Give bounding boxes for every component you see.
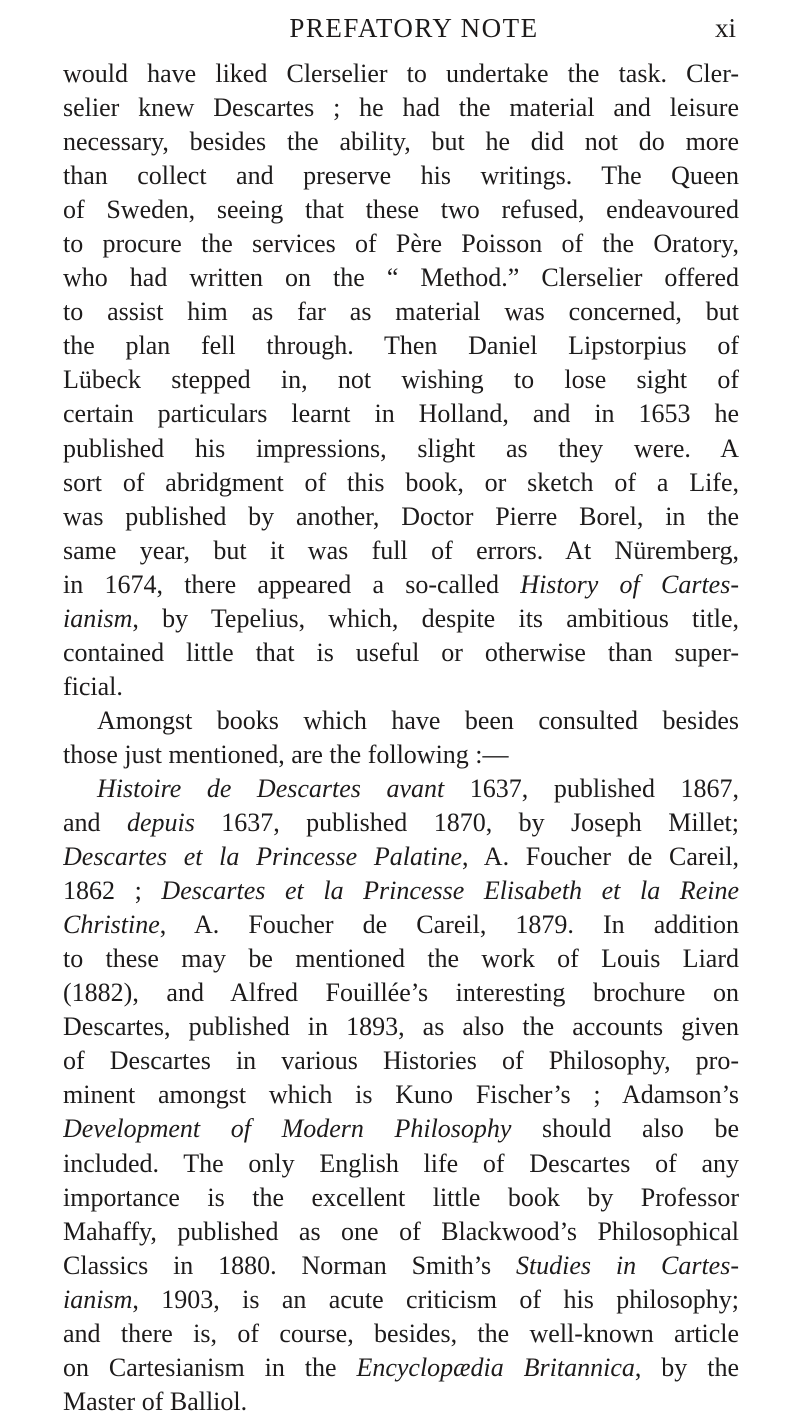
text-line: included. The only English life of Descartes of any bbox=[63, 1148, 739, 1178]
italic-title: Studies in Cartes- bbox=[515, 1250, 739, 1280]
text-line: certain particulars learnt in Holland, and in 1653 he bbox=[63, 399, 739, 429]
text-line: minent amongst which is Kuno Fischer’s ; Adamson’s bbox=[63, 1080, 739, 1110]
text-line: than collect and preserve his writings. The Queen bbox=[63, 161, 739, 191]
text-line: Descartes, published in 1893, as also the accounts given bbox=[63, 1012, 739, 1042]
text-line: and there is, of course, besides, the well-known article bbox=[63, 1318, 739, 1348]
text-line: was published by another, Doctor Pierre Borel, in the bbox=[63, 501, 739, 531]
text-line: to procure the services of Père Poisson of the Oratory, bbox=[63, 229, 739, 259]
text-line: selier knew Descartes ; he had the material and leisure bbox=[63, 93, 739, 123]
italic-title: Descartes et la Princesse Palatine bbox=[63, 842, 463, 872]
text-line: ianism, by Tepelius, which, despite its ambitious title, bbox=[63, 603, 739, 633]
italic-title: Christine bbox=[63, 910, 160, 940]
paragraph-end-line: ficial. bbox=[63, 671, 123, 701]
text-line: contained little that is useful or otherwise than super- bbox=[63, 637, 739, 667]
italic-title: Development of Modern Philosophy bbox=[63, 1114, 512, 1144]
paragraph-end-line: those just mentioned, are the following :— bbox=[63, 739, 509, 769]
text-line: of Descartes in various Histories of Philosophy, pro- bbox=[63, 1046, 739, 1076]
text-line: importance is the excellent little book by Professor bbox=[63, 1182, 739, 1212]
italic-title: ianism bbox=[63, 603, 133, 633]
text-line: (1882), and Alfred Fouillée’s interesting brochure on bbox=[63, 978, 739, 1008]
text-line: same year, but it was full of errors. At Nüremberg, bbox=[63, 535, 739, 565]
text-line: to assist him as far as material was concerned, but bbox=[63, 297, 739, 327]
text-line: ianism, 1903, is an acute criticism of his philosophy; bbox=[63, 1284, 739, 1314]
paragraph-start-line: Histoire de Descartes avant 1637, published 1867, bbox=[97, 773, 739, 803]
text-line: in 1674, there appeared a so-called History of Cartes- bbox=[63, 569, 739, 599]
text-line: on Cartesianism in the Encyclopædia Britannica, by the bbox=[63, 1352, 739, 1382]
text-line: Christine, A. Foucher de Careil, 1879. In addition bbox=[63, 910, 739, 940]
text-line: sort of abridgment of this book, or sketch of a Life, bbox=[63, 467, 739, 497]
running-title: PREFATORY NOTE bbox=[289, 13, 539, 43]
italic-title: Histoire de Descartes avant bbox=[97, 773, 445, 803]
page-number: xi bbox=[714, 13, 736, 43]
text-line: who had written on the “ Method.” Clerselier offered bbox=[63, 263, 739, 293]
paragraph-end-line: Master of Balliol. bbox=[63, 1386, 248, 1416]
italic-title: Descartes et la Princesse Elisabeth et la Reine bbox=[161, 876, 739, 906]
text-line: of Sweden, seeing that these two refused, endeavoured bbox=[63, 195, 739, 225]
text-line: Classics in 1880. Norman Smith’s Studies in Cartes- bbox=[63, 1250, 739, 1280]
italic-title: depuis bbox=[126, 808, 195, 838]
text-line: Descartes et la Princesse Palatine, A. Foucher de Careil, bbox=[63, 842, 739, 872]
text-line: Development of Modern Philosophy should also be bbox=[63, 1114, 739, 1144]
paragraph-start-line: Amongst books which have been consulted besides bbox=[97, 705, 739, 735]
body-text bbox=[63, 57, 739, 1419]
running-head bbox=[0, 8, 800, 48]
italic-title: Encyclopædia Britannica bbox=[356, 1352, 635, 1382]
text-line: published his impressions, slight as they were. A bbox=[63, 433, 739, 463]
italic-title: ianism bbox=[63, 1284, 133, 1314]
italic-title: History of Cartes- bbox=[520, 569, 739, 599]
text-line: to these may be mentioned the work of Louis Liard bbox=[63, 944, 739, 974]
text-line: Lübeck stepped in, not wishing to lose sight of bbox=[63, 365, 739, 395]
text-line: would have liked Clerselier to undertake the task. Cler- bbox=[63, 59, 739, 88]
text-line: Mahaffy, published as one of Blackwood’s Philosophical bbox=[63, 1216, 739, 1246]
text-line: the plan fell through. Then Daniel Lipstorpius of bbox=[63, 331, 739, 361]
text-line: 1862 ; Descartes et la Princesse Elisabeth et la Reine bbox=[63, 876, 739, 906]
text-line: and depuis 1637, published 1870, by Joseph Millet; bbox=[63, 808, 739, 838]
text-line: necessary, besides the ability, but he did not do more bbox=[63, 127, 739, 157]
